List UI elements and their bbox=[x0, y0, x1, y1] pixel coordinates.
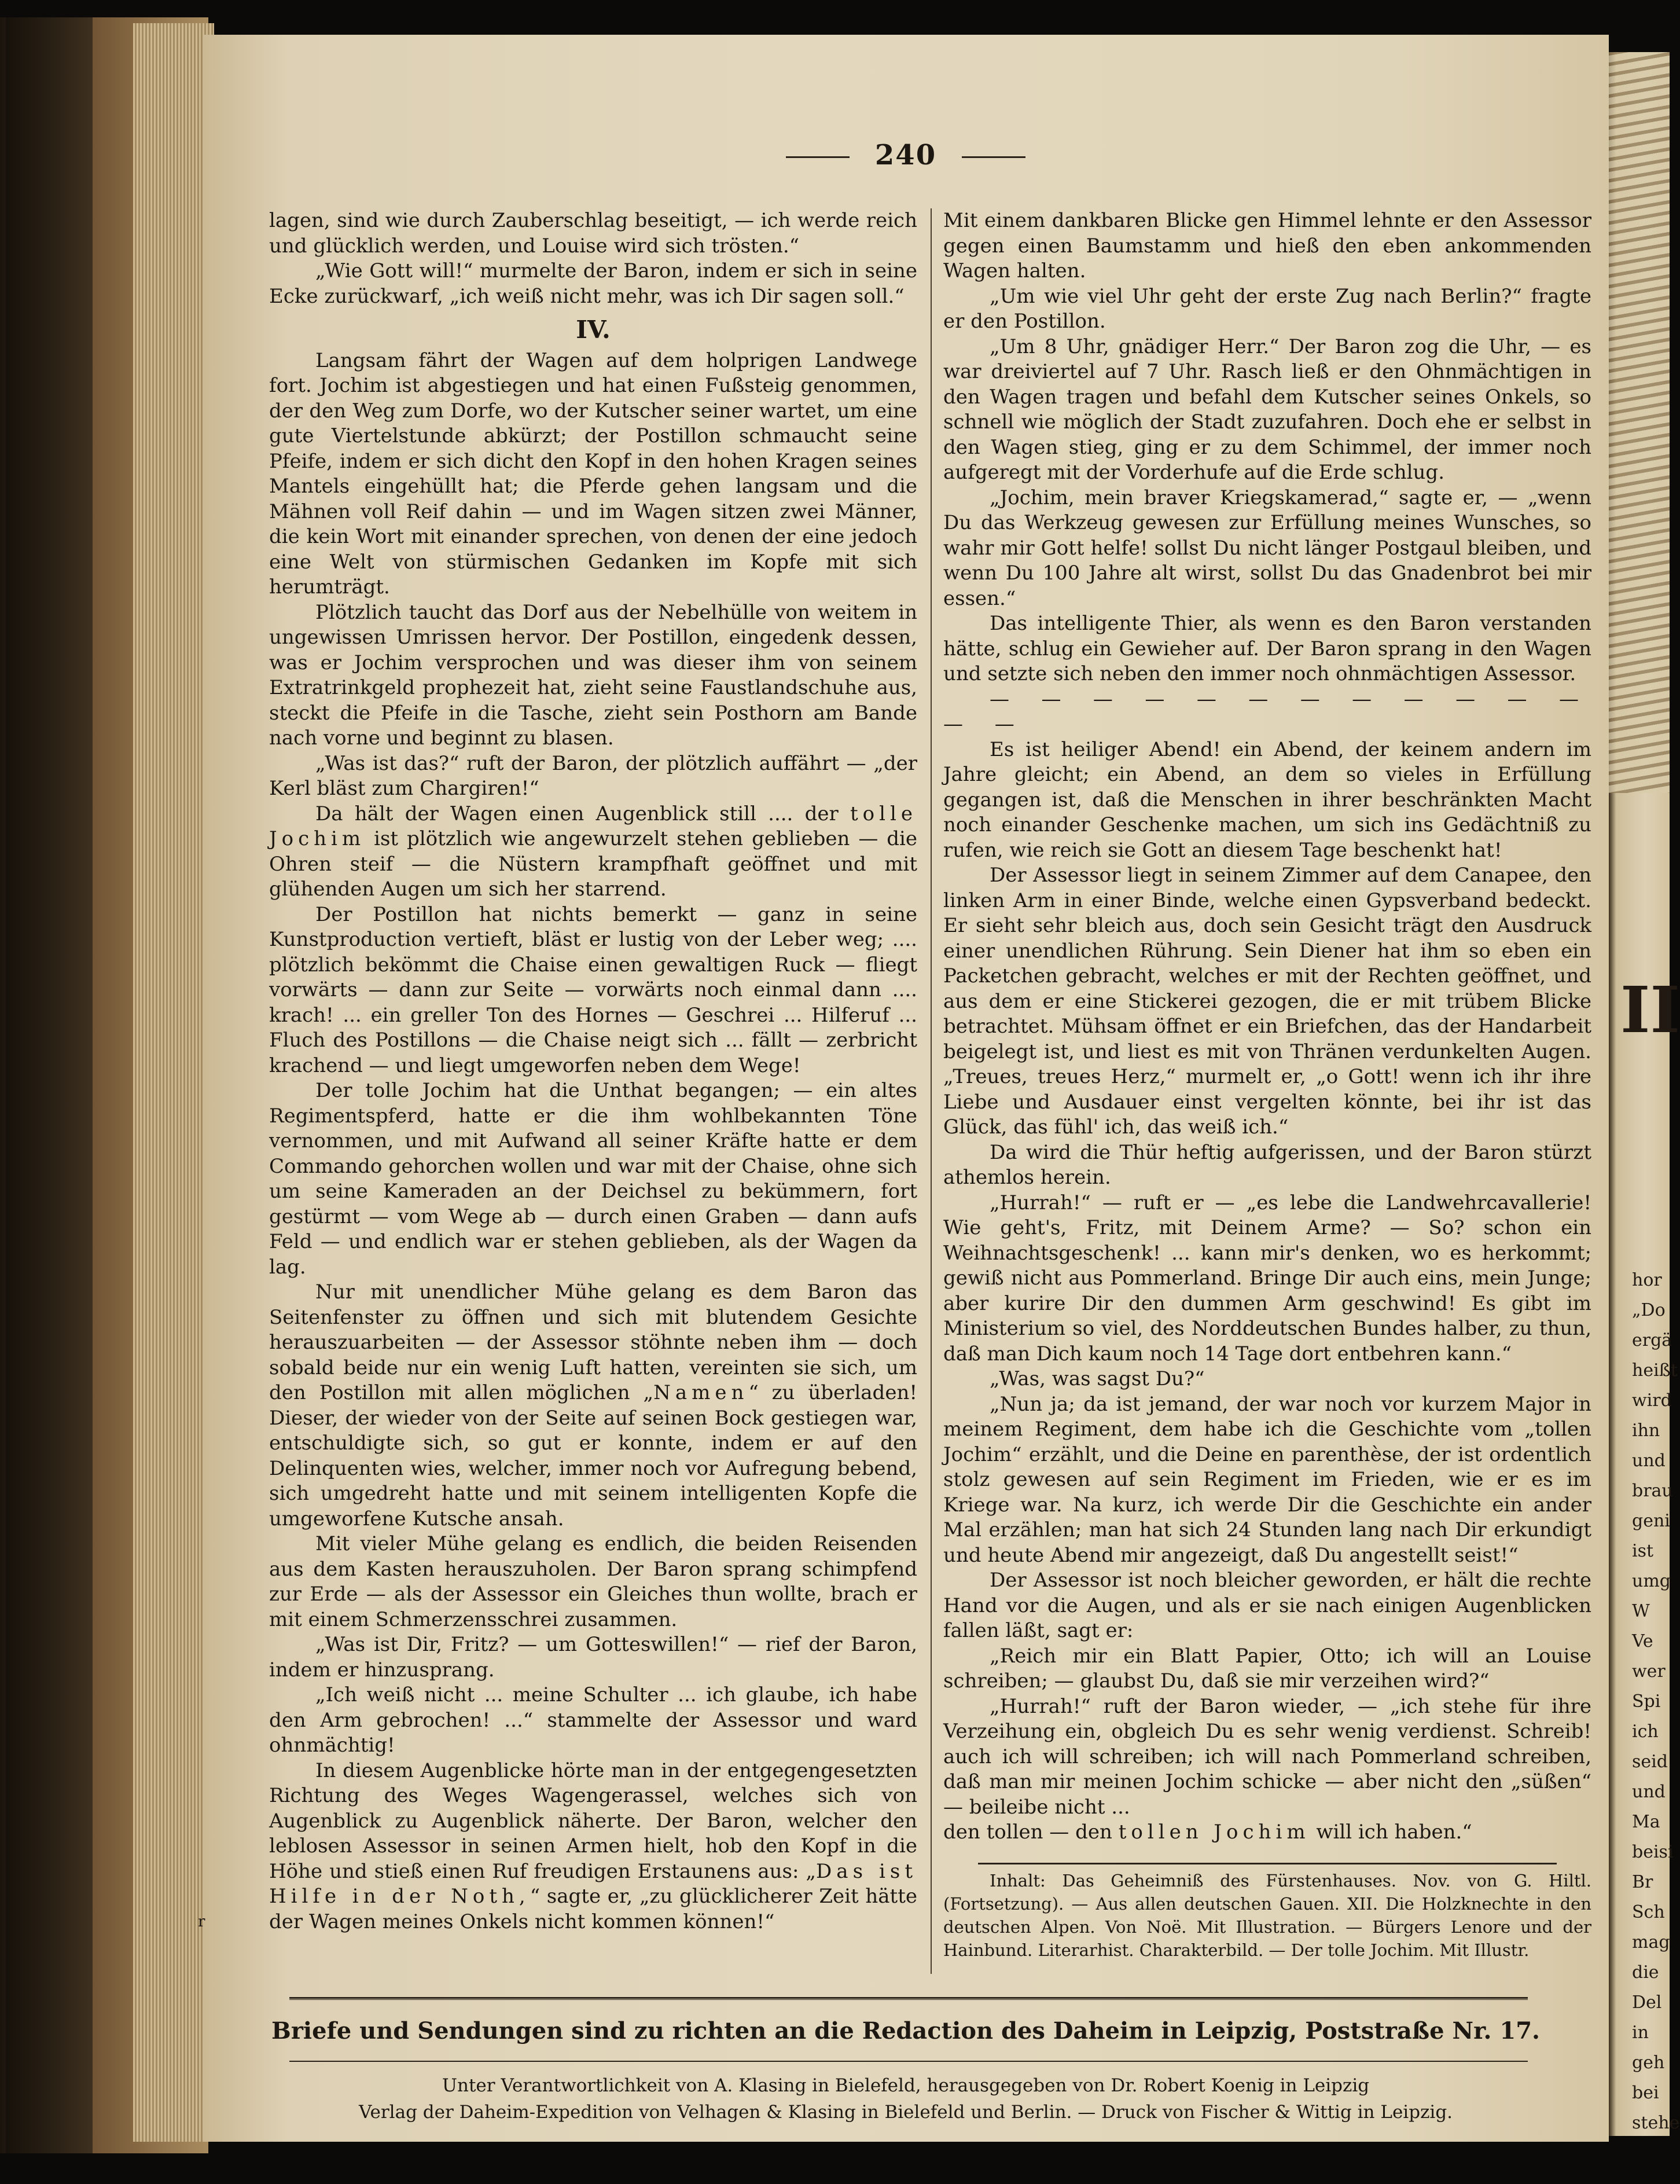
paragraph: „Nun ja; da ist jemand, der war noch vor kurzem Major in meinem Regiment, dem habe ich die Geschichte vom „tollen Jochim“ erzählt, und die Deine en parenthèse, der ist ordentlich stolz gewesen auf sein Regiment im Frieden, wie er es im Kriege war. Na kurz, ich werde Dir die Geschichte ein ander Mal erzählen; man hat sich 24 Stunden lang nach Dir erkundigt und heute Abend mir angezeigt, daß Du angestellt seist!“ bbox=[943, 1392, 1591, 1567]
text-run: “ zu überladen! Dieser, der wieder von der Seite auf seinen Bock gestiegen war, entschuldigte sich, so gut er konnte, indem er auf den Delinquenten wies, welcher, immer noch vor Aufregung bebend, sich umgedreht hatte und mit seinem intelligenten Kopfe die umgeworfene Kutsche ansah. bbox=[269, 1381, 918, 1530]
next-page-fragment: Spi bbox=[1632, 1691, 1661, 1712]
next-page-fragment: seid bbox=[1632, 1752, 1668, 1772]
margin-mark: r bbox=[198, 1913, 205, 1930]
next-page-fragment: in bbox=[1632, 2023, 1649, 2043]
paragraph: „Wie Gott will!“ murmelte der Baron, indem er sich in seine Ecke zurückwarf, „ich weiß nicht mehr, was ich Dir sagen soll.“ bbox=[269, 259, 917, 308]
next-page-fragment: ihn bbox=[1632, 1420, 1660, 1441]
next-page-fragment: und bbox=[1632, 1451, 1666, 1471]
newspaper-page bbox=[198, 35, 1609, 2142]
imprint bbox=[203, 2072, 1609, 2126]
paragraph: Der tolle Jochim hat die Unthat begangen; — ein altes Regimentspferd, hatte er die ihm wohlbekannten Töne vernommen, und mit Aufwand all seiner Kräfte hatte er dem Commando gehorchen wollen und war mit der Chaise, ohne sich um seine Kameraden an der Deichsel zu bekümmern, fort gestürmt — vom Wege ab — durch einen Graben — dann aufs Feld — und endlich war er stehen geblieben, als der Wagen da lag. bbox=[269, 1079, 917, 1279]
text-run: ist plötzlich wie angewurzelt stehen geblieben — die Ohren steif — die Nüstern krampfhaft geöffnet und mit glühenden Augen um sich her starrend. bbox=[269, 827, 917, 901]
next-page-edge bbox=[1609, 52, 1680, 2136]
paragraph: Plötzlich taucht das Dorf aus der Nebelhülle von weitem in ungewissen Umrissen hervor. Der Postillon, eingedenk dessen, was er Jochim versprochen und was dieser ihm von seinem Extratrinkgeld prophezeit hat, zieht seine Faustlandschuhe aus, steckt die Pfeife in die Tasche, zieht sein Posthorn am Bande nach vorne und beginnt zu blasen. bbox=[269, 600, 917, 750]
paragraph: Das intelligente Thier, als wenn es den Baron verstanden hätte, schlug ein Gewieher auf. Der Baron sprang in den Wagen und setzte sich neben den immer noch ohnmächtigen Assessor. bbox=[943, 612, 1591, 685]
imprint-rule bbox=[289, 2061, 1528, 2062]
paragraph: Langsam fährt der Wagen auf dem holprigen Landwege fort. Jochim ist abgestiegen und hat einen Fußsteig genommen, der den Weg zum Dorfe, wo der Kutscher seiner wartet, um eine gute Viertelstunde abkürzt; der Postillon schmaucht seine Pfeife, indem er sich dicht den Kopf in den hohen Kragen seines Mantels eingehüllt hat; die Pferde gehen langsam und die Mähnen voll Reif dahin — und im Wagen sitzen zwei Männer, die kein Wort mit einander sprechen, von denen der eine jedoch eine Welt von stürmischen Gedanken im Kopfe mit sich herumträgt. bbox=[269, 348, 917, 599]
next-page-fragment: ist bbox=[1632, 1541, 1654, 1561]
paragraph bbox=[943, 1820, 1591, 1845]
text-run: “ sagte er, „zu glücklicherer Zeit hätte der Wagen meines Onkels nicht kommen können!“ bbox=[269, 1885, 917, 1933]
spaced-emphasis: Namen bbox=[653, 1381, 749, 1404]
next-page-fragment: Sch bbox=[1632, 1902, 1665, 1922]
next-page-ornament bbox=[1609, 52, 1670, 793]
paragraph: Der Assessor liegt in seinem Zimmer auf dem Canapee, den linken Arm in einer Binde, welche einen Gypsverband bedeckt. Er sieht sehr bleich aus, doch sein Gesicht trägt den Ausdruck einer unendlichen Rührung. Sein Diener hat ihm so eben ein Packetchen gebracht, welches er mit der Rechten geöffnet, und aus dem er eine Stickerei gezogen, die er mit trübem Blicke betrachtet. Mühsam öffnet er ein Briefchen, das der Handarbeit beigelegt ist, und liest es mit von Thränen verdunkelten Augen. „Treues, treues Herz,“ murmelt er, „o Gott! wenn ich ihr ihre Liebe und Ausdauer einst vergelten könnte, bei ihr ist das Glück, das fühl' ich, das weiß ich.“ bbox=[943, 864, 1591, 1139]
footer-rule-thin bbox=[289, 1999, 1528, 2000]
next-page-fragment: Br bbox=[1632, 1872, 1653, 1892]
next-page-fragment: Ma bbox=[1632, 1812, 1660, 1832]
right-column bbox=[943, 208, 1591, 1962]
next-page-fragment: wird bbox=[1632, 1390, 1672, 1411]
column-divider bbox=[931, 208, 932, 1974]
paragraph: Der Postillon hat nichts bemerkt — ganz in seine Kunstproduction vertieft, bläst er lustig von der Leber weg; .... plötzlich bekömmt die Chaise einen gewaltigen Ruck — fliegt vorwärts — dann zur Seite — vorwärts noch einmal dann .... krach! ... ein greller Ton des Hornes — Geschrei ... Hilferuf ... Fluch des Postillons — die Chaise neigt sich ... fällt — zerbricht krachend — und liegt umgeworfen neben dem Wege! bbox=[269, 902, 917, 1077]
book-cover-cloth bbox=[6, 17, 93, 2153]
text-run: In diesem Augenblicke hörte man in der entgegengesetzten Richtung des Weges Wagengerassel, welches sich von Augenblick zu Augenblick näherte. Der Baron, welcher den leblosen Assessor in seinen Armen hielt, hob den Kopf in die Höhe und stieß einen Ruf freudigen Erstaunens aus: „ bbox=[269, 1759, 917, 1883]
table-of-contents: Inhalt: Das Geheimniß des Fürstenhauses. Nov. von G. Hiltl. (Fortsetzung). — Aus allen deutschen Gauen. XII. Die Holzknechte in den deutschen Alpen. Von Noë. Mit Illustration. — Bürgers Lenore und der Hainbund. Literarhist. Charakterbild. — Der tolle Jochim. Mit Illustr. bbox=[943, 1870, 1591, 1960]
paragraph: Da wird die Thür heftig aufgerissen, und der Baron stürzt athemlos herein. bbox=[943, 1140, 1591, 1189]
next-page-fragment: ich bbox=[1632, 1721, 1659, 1742]
next-page-fragment: bei bbox=[1632, 2083, 1659, 2103]
contents-rule bbox=[978, 1863, 1557, 1864]
next-page-fragment: beisi bbox=[1632, 1842, 1674, 1862]
left-column bbox=[269, 208, 917, 1935]
paragraph: Mit vieler Mühe gelang es endlich, die beiden Reisenden aus dem Kasten herauszuholen. Der Baron sprang schimpfend zur Erde — als der Assessor ein Gleiches thun wollte, brach er mit einem Schmerzensschrei zusammen. bbox=[269, 1532, 917, 1631]
spaced-emphasis: tollen Jochim bbox=[1118, 1820, 1310, 1844]
next-page-fragment: „Do bbox=[1632, 1300, 1666, 1320]
spaced-emphasis: Das ist Hilfe in der Noth, bbox=[269, 1859, 917, 1908]
next-page-fragment: wer bbox=[1632, 1661, 1666, 1682]
paragraph: „Was ist das?“ ruft der Baron, der plötzlich auffährt — „der Kerl bläst zum Chargiren!“ bbox=[269, 751, 917, 800]
page-number: 240 bbox=[874, 139, 937, 171]
next-page-fragment: brau bbox=[1632, 1481, 1673, 1501]
page-edges bbox=[133, 23, 214, 2142]
imprint-line: Unter Verantwortlichkeit von A. Klasing in Bielefeld, herausgegeben von Dr. Robert Koenig in Leipzig bbox=[442, 2075, 1370, 2096]
footer-rule bbox=[289, 1997, 1528, 1999]
imprint-line: Verlag der Daheim-Expedition von Velhagen & Klasing in Bielefeld und Berlin. — Druck von Fischer & Wittig in Leipzig. bbox=[358, 2102, 1453, 2123]
next-page-fragment: geh bbox=[1632, 2053, 1665, 2073]
paragraph bbox=[269, 802, 917, 902]
editorial-notice: Briefe und Sendungen sind zu richten an die Redaction des Daheim in Leipzig, Poststraße Nr. 17. bbox=[271, 2017, 1540, 2044]
next-page-fragment: geni bbox=[1632, 1511, 1670, 1531]
paragraph: „Ich weiß nicht ... meine Schulter ... ich glaube, ich habe den Arm gebrochen! ...“ stammelte der Assessor und ward ohnmächtig! bbox=[269, 1683, 917, 1757]
next-page-fragment: hor bbox=[1632, 1270, 1662, 1290]
paragraph bbox=[269, 1280, 917, 1532]
header-rule-left bbox=[786, 156, 850, 158]
paragraph: „Um wie viel Uhr geht der erste Zug nach Berlin?“ fragte er den Postillon. bbox=[943, 284, 1591, 333]
paragraph: „Was, was sagst Du?“ bbox=[990, 1367, 1205, 1390]
text-run: Da hält der Wagen einen Augenblick still .... der bbox=[315, 802, 850, 825]
paragraph: lagen, sind wie durch Zauberschlag beseitigt, — ich werde reich und glücklich werden, und Louise wird sich trösten.“ bbox=[269, 209, 917, 258]
paragraph: „Was ist Dir, Fritz? — um Gotteswillen!“ — rief der Baron, indem er hinzusprang. bbox=[269, 1633, 917, 1682]
next-page-fragment: und bbox=[1632, 1782, 1666, 1802]
next-page-fragment: Ve bbox=[1632, 1631, 1653, 1651]
next-page-fragment: umg bbox=[1632, 1571, 1671, 1591]
paragraph: Der Assessor ist noch bleicher geworden, er hält die rechte Hand vor die Augen, und als er sie nach einigen Augenblicken fallen läßt, sagt er: bbox=[943, 1569, 1591, 1642]
page-header bbox=[203, 139, 1609, 171]
paragraph: „Hurrah!“ — ruft er — „es lebe die Landwehrcavallerie! Wie geht's, Fritz, mit Deinem Arme? — So? schon ein Weihnachtsgeschenk! ... kann mir's denken, wo es herkommt; gewiß nicht aus Pommerland. Bringe Dir auch eins, mein Junge; aber kurire Dir den dummen Arm geschwind! Es gibt im Ministerium so viel, des Norddeutschen Bundes halber, zu thun, daß man Dich kaum noch 14 Tage dort entbehren kann.“ bbox=[943, 1191, 1591, 1366]
next-page-fragment: W bbox=[1632, 1601, 1650, 1621]
paragraph: Es ist heiliger Abend! ein Abend, der keinem andern im Jahre gleicht; ein Abend, an dem so vieles in Erfüllung gegangen ist, daß die Menschen in ihrer beschränkten Macht noch einander Geschenke machen, um sich ins Gedächtniß zu rufen, wie reich sie Gott an diesem Tage beschenkt hat! bbox=[943, 737, 1591, 862]
next-page-section-number: II bbox=[1620, 972, 1680, 1047]
section-break-dashes: — — — — — — — — — — — — — — bbox=[943, 687, 1591, 736]
spaced-emphasis: tolle Jochim bbox=[269, 802, 917, 850]
next-page-fragment: Del bbox=[1632, 1992, 1662, 2013]
next-page-fragment: mag bbox=[1632, 1932, 1670, 1952]
text-run: Nur mit unendlicher Mühe gelang es dem Baron das Seitenfenster zu öffnen und sich mit blutendem Gesichte herauszuarbeiten — der Assessor stöhnte neben ihm — doch sobald beide nur ein wenig Luft hatten, vereinten sie sich, um den Postillon mit allen möglichen „ bbox=[269, 1280, 917, 1404]
text-run: will ich haben.“ bbox=[1310, 1820, 1472, 1844]
paragraph: „Hurrah!“ ruft der Baron wieder, — „ich stehe für ihre Verzeihung ein, obgleich Du es sehr wenig verdienst. Schreib! auch ich will schreiben; ich will nach Pommerland schreiben, daß man mir meinen Jochim schicke — aber nicht den „süßen“ — beileibe nicht ... bbox=[943, 1694, 1591, 1819]
paragraph bbox=[269, 1759, 917, 1935]
header-rule-right bbox=[962, 156, 1025, 158]
next-page-fragment: heißt bbox=[1632, 1360, 1678, 1381]
next-page-fragment: die bbox=[1632, 1962, 1659, 1983]
text-run: den tollen — den bbox=[943, 1820, 1119, 1844]
section-heading: IV. bbox=[576, 315, 611, 344]
next-page-fragment: stehe bbox=[1632, 2113, 1680, 2133]
paragraph: „Reich mir ein Blatt Papier, Otto; ich will an Louise schreiben; — glaubst Du, daß sie mir verzeihen wird?“ bbox=[943, 1644, 1591, 1693]
paragraph: „Um 8 Uhr, gnädiger Herr.“ Der Baron zog die Uhr, — es war dreiviertel auf 7 Uhr. Rasch ließ er den Ohnmächtigen in den Wagen tragen und befahl dem Kutscher seines Onkels, so schnell wie möglich der Stadt zuzufahren. Doch ehe er selbst in den Wagen stieg, ging er zu dem Schimmel, der immer noch aufgeregt mit der Vorderhufe auf die Erde schlug. bbox=[943, 335, 1591, 484]
next-page-fragment: ergä bbox=[1632, 1330, 1672, 1350]
paragraph: Mit einem dankbaren Blicke gen Himmel lehnte er den Assessor gegen einen Baumstamm und hieß den eben ankommenden Wagen halten. bbox=[943, 209, 1591, 282]
paragraph: „Jochim, mein braver Kriegskamerad,“ sagte er, — „wenn Du das Werkzeug gewesen zur Erfüllung meines Wunsches, so wahr mir Gott helfe! sollst Du nicht länger Postgaul bleiben, und wenn Du 100 Jahre alt wirst, sollst Du das Gnadenbrot bei mir essen.“ bbox=[943, 486, 1591, 610]
